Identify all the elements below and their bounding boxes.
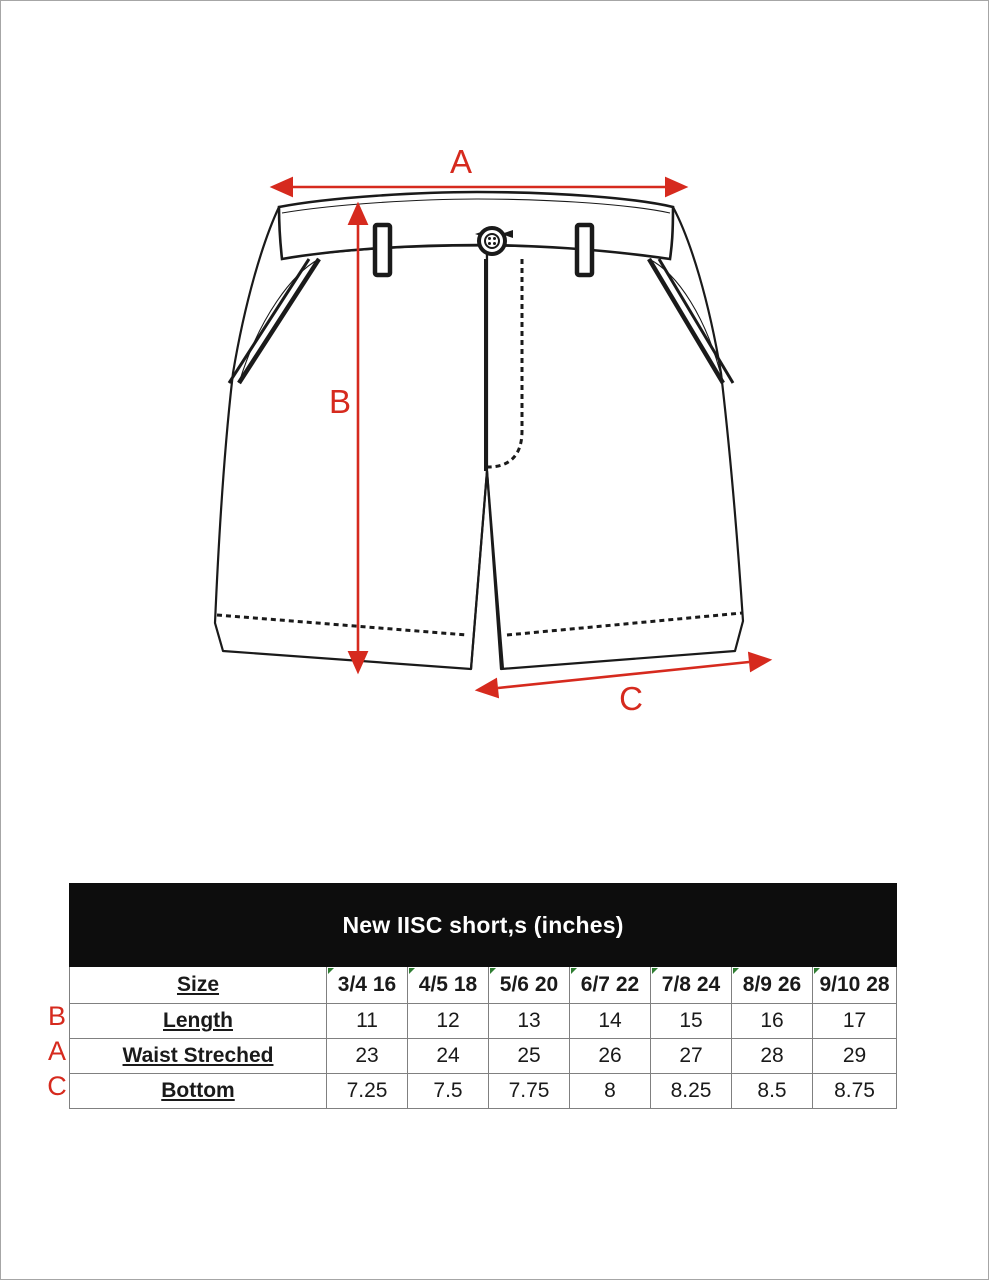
header-size bbox=[70, 967, 327, 1004]
cell-bottom-1: 7.25 bbox=[327, 1074, 408, 1109]
callout-a-label: A bbox=[449, 143, 473, 180]
size-chart-table bbox=[69, 883, 897, 1109]
header-size-2-label: 4/5 18 bbox=[418, 973, 478, 996]
table-row bbox=[70, 1004, 897, 1039]
cell-waist-7: 29 bbox=[813, 1039, 897, 1074]
belt-loop-right-icon bbox=[577, 225, 592, 275]
size-chart bbox=[47, 883, 896, 1109]
header-size-label: Size bbox=[176, 973, 220, 996]
table-row bbox=[70, 1074, 897, 1109]
header-size-6 bbox=[732, 967, 813, 1004]
cell-bottom-4: 8 bbox=[570, 1074, 651, 1109]
table-header-row bbox=[70, 967, 897, 1004]
callout-c-label: C bbox=[619, 680, 643, 717]
row-marker-waist: A bbox=[47, 1036, 66, 1066]
header-size-5-label: 7/8 24 bbox=[661, 973, 721, 996]
cell-waist-3: 25 bbox=[489, 1039, 570, 1074]
table-title-row bbox=[70, 884, 897, 967]
header-size-2 bbox=[408, 967, 489, 1004]
shorts-technical-drawing bbox=[1, 1, 989, 861]
cell-bottom-7: 8.75 bbox=[813, 1074, 897, 1109]
header-size-3-label: 5/6 20 bbox=[499, 973, 559, 996]
header-size-3 bbox=[489, 967, 570, 1004]
cell-bottom-6: 8.5 bbox=[732, 1074, 813, 1109]
row-marker-length: B bbox=[47, 1001, 66, 1031]
cell-comment-marker-icon bbox=[409, 968, 415, 974]
cell-bottom-2: 7.5 bbox=[408, 1074, 489, 1109]
cell-comment-marker-icon bbox=[328, 968, 334, 974]
cell-comment-marker-icon bbox=[652, 968, 658, 974]
chart-title: New IISC short,s (inches) bbox=[70, 884, 897, 967]
header-size-4-label: 6/7 22 bbox=[580, 973, 640, 996]
header-size-5 bbox=[651, 967, 732, 1004]
cell-length-6: 16 bbox=[732, 1004, 813, 1039]
header-size-7 bbox=[813, 967, 897, 1004]
cell-length-5: 15 bbox=[651, 1004, 732, 1039]
cell-length-4: 14 bbox=[570, 1004, 651, 1039]
cell-waist-1: 23 bbox=[327, 1039, 408, 1074]
cell-comment-marker-icon bbox=[733, 968, 739, 974]
row-marker-bottom: C bbox=[47, 1071, 67, 1101]
cell-waist-4: 26 bbox=[570, 1039, 651, 1074]
cell-waist-5: 27 bbox=[651, 1039, 732, 1074]
row-label-waist bbox=[70, 1039, 327, 1074]
table-row bbox=[70, 1039, 897, 1074]
row-label-length bbox=[70, 1004, 327, 1039]
header-size-6-label: 8/9 26 bbox=[742, 973, 802, 996]
belt-loop-left-icon bbox=[375, 225, 390, 275]
cell-comment-marker-icon bbox=[490, 968, 496, 974]
cell-bottom-3: 7.75 bbox=[489, 1074, 570, 1109]
row-label-bottom bbox=[70, 1074, 327, 1109]
cell-bottom-5: 8.25 bbox=[651, 1074, 732, 1109]
cell-comment-marker-icon bbox=[814, 968, 820, 974]
cell-waist-6: 28 bbox=[732, 1039, 813, 1074]
header-size-4 bbox=[570, 967, 651, 1004]
cell-length-7: 17 bbox=[813, 1004, 897, 1039]
header-size-1 bbox=[327, 967, 408, 1004]
callout-b-label: B bbox=[328, 383, 352, 420]
cell-length-2: 12 bbox=[408, 1004, 489, 1039]
cell-length-3: 13 bbox=[489, 1004, 570, 1039]
row-label-length-text: Length bbox=[163, 1009, 233, 1032]
row-label-waist-text: Waist Streched bbox=[122, 1044, 274, 1067]
header-size-7-label: 9/10 28 bbox=[819, 973, 890, 996]
cell-length-1: 11 bbox=[327, 1004, 408, 1039]
cell-waist-2: 24 bbox=[408, 1039, 489, 1074]
shorts-body-outline bbox=[215, 207, 743, 669]
header-size-1-label: 3/4 16 bbox=[337, 973, 397, 996]
row-label-bottom-text: Bottom bbox=[161, 1079, 235, 1102]
cell-comment-marker-icon bbox=[571, 968, 577, 974]
